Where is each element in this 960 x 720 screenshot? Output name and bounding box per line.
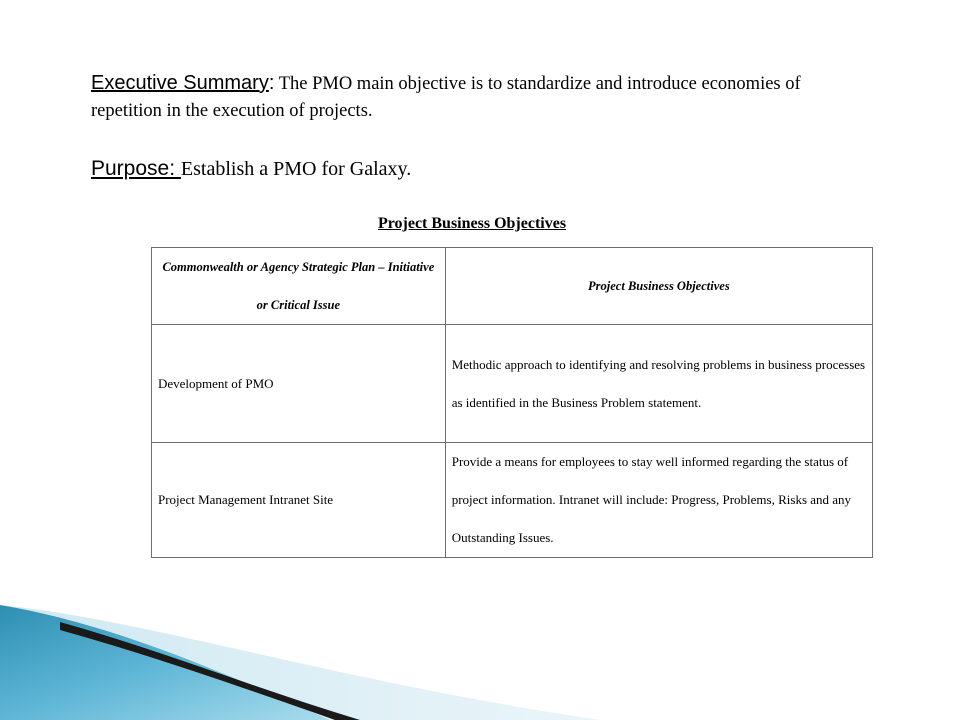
executive-summary-text: The PMO main objective is to standardize and introduce economies of repetition in the execution of projects.: [91, 74, 801, 121]
initiative-cell: Development of PMO: [152, 325, 446, 443]
executive-summary-colon: :: [268, 72, 275, 94]
purpose-heading: Purpose:: [91, 157, 181, 180]
executive-summary-heading: Executive Summary: [91, 72, 269, 94]
table-title: Project Business Objectives: [377, 215, 567, 232]
header-objectives: Project Business Objectives: [445, 248, 872, 325]
purpose-text: Establish a PMO for Galaxy.: [180, 158, 412, 180]
initiative-cell: Project Management Intranet Site: [152, 443, 446, 558]
objective-cell: Methodic approach to identifying and resolving problems in business processes as identified in the Business Problem statement.: [445, 325, 872, 443]
header-initiative: Commonwealth or Agency Strategic Plan – Initiative or Critical Issue: [152, 248, 446, 325]
objective-cell: Provide a means for employees to stay well informed regarding the status of project information. Intranet will include: Progress, Problems, Risks and any Outstanding Issues.: [445, 443, 872, 558]
